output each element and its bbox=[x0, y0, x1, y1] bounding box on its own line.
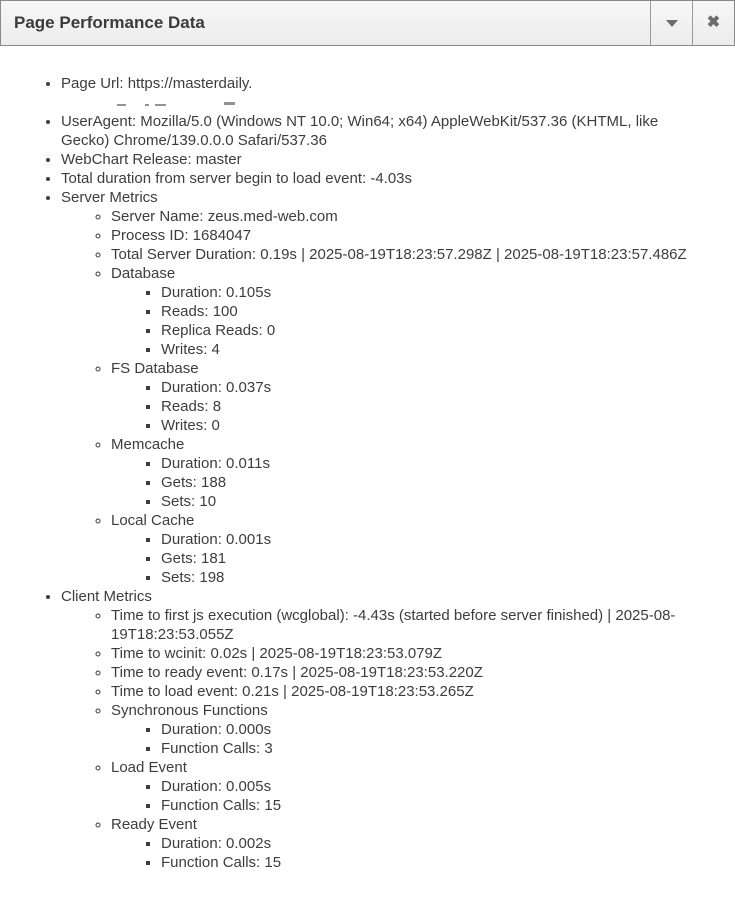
list-item bbox=[161, 739, 702, 758]
list-item bbox=[161, 834, 702, 853]
list-item-text: UserAgent: Mozilla/5.0 (Windows NT 10.0; Win64; x64) AppleWebKit/537.36 (KHTML, like Gecko) Chrome/139.0.0.0 Safari/537.36 bbox=[61, 113, 659, 149]
list-item bbox=[111, 701, 702, 758]
list-item bbox=[161, 302, 702, 321]
list-item bbox=[161, 568, 702, 587]
list-item bbox=[161, 777, 702, 796]
metrics-sublist bbox=[111, 530, 702, 587]
metrics-sublist bbox=[21, 74, 702, 872]
list-item bbox=[111, 435, 702, 511]
list-item-text: Duration: 0.001s bbox=[161, 531, 272, 548]
list-item-text: Process ID: 1684047 bbox=[111, 227, 252, 244]
list-item-text: Database bbox=[111, 265, 176, 282]
metrics-sublist bbox=[111, 777, 702, 815]
close-button[interactable] bbox=[692, 1, 734, 45]
metrics-sublist bbox=[111, 834, 702, 872]
list-item-text: Client Metrics bbox=[61, 588, 152, 605]
list-item-text: Memcache bbox=[111, 436, 185, 453]
list-item bbox=[61, 587, 702, 872]
list-item-text: Reads: 100 bbox=[161, 303, 238, 320]
list-item-text: Server Metrics bbox=[61, 189, 158, 206]
list-item bbox=[161, 321, 702, 340]
list-item-text: Local Cache bbox=[111, 512, 195, 529]
list-item-text: Gets: 188 bbox=[161, 474, 227, 491]
triangle-down-icon bbox=[666, 20, 678, 27]
list-item-text: Time to first js execution (wcglobal): -4.43s (started before server finished) | 2025-08-19T18:23:53.055Z bbox=[111, 607, 676, 643]
dialog-content bbox=[0, 46, 735, 882]
list-item bbox=[161, 473, 702, 492]
list-item-text: Writes: 4 bbox=[161, 341, 220, 358]
metrics-sublist bbox=[111, 283, 702, 359]
list-item-text: Time to ready event: 0.17s | 2025-08-19T18:23:53.220Z bbox=[111, 664, 483, 681]
metrics-sublist bbox=[111, 378, 702, 435]
list-item-text: Duration: 0.037s bbox=[161, 379, 272, 396]
list-item bbox=[161, 796, 702, 815]
list-item-text: Function Calls: 3 bbox=[161, 740, 273, 757]
list-item-text: Synchronous Functions bbox=[111, 702, 268, 719]
list-item bbox=[161, 530, 702, 549]
list-item-text: Duration: 0.000s bbox=[161, 721, 272, 738]
metrics-sublist bbox=[111, 720, 702, 758]
list-item-text: Function Calls: 15 bbox=[161, 854, 282, 871]
list-item-text: Replica Reads: 0 bbox=[161, 322, 276, 339]
list-item-text: Time to wcinit: 0.02s | 2025-08-19T18:23:53.079Z bbox=[111, 645, 443, 662]
list-item-text: Duration: 0.002s bbox=[161, 835, 272, 852]
performance-metrics-list bbox=[21, 74, 702, 872]
list-item bbox=[161, 492, 702, 511]
collapse-button[interactable] bbox=[650, 1, 692, 45]
list-item bbox=[111, 606, 702, 644]
list-item bbox=[111, 511, 702, 587]
list-item-text: WebChart Release: master bbox=[61, 151, 242, 168]
list-item bbox=[161, 283, 702, 302]
list-item bbox=[111, 815, 702, 872]
list-item bbox=[161, 416, 702, 435]
list-item bbox=[161, 397, 702, 416]
list-item bbox=[111, 359, 702, 435]
list-item-text: Duration: 0.005s bbox=[161, 778, 272, 795]
list-item bbox=[111, 663, 702, 682]
list-item bbox=[161, 549, 702, 568]
list-item-text: FS Database bbox=[111, 360, 199, 377]
list-item-text: Function Calls: 15 bbox=[161, 797, 282, 814]
dialog-title-bar bbox=[0, 0, 735, 46]
list-item bbox=[61, 112, 702, 150]
redacted-url-continuation bbox=[61, 93, 702, 112]
list-item bbox=[161, 454, 702, 473]
list-item-text: Server Name: zeus.med-web.com bbox=[111, 208, 338, 225]
close-icon: ✖ bbox=[706, 14, 721, 31]
list-item-text: Load Event bbox=[111, 759, 187, 776]
list-item bbox=[161, 378, 702, 397]
list-item bbox=[111, 226, 702, 245]
metrics-sublist bbox=[61, 207, 702, 587]
list-item-text: Page Url: https://masterdaily. bbox=[61, 75, 253, 92]
list-item bbox=[161, 853, 702, 872]
list-item-text: Total duration from server begin to load event: -4.03s bbox=[61, 170, 413, 187]
list-item-text: Total Server Duration: 0.19s | 2025-08-19T18:23:57.298Z | 2025-08-19T18:23:57.486Z bbox=[111, 246, 687, 263]
list-item bbox=[111, 758, 702, 815]
list-item bbox=[61, 74, 702, 112]
list-item-text: Duration: 0.011s bbox=[161, 455, 270, 472]
metrics-sublist bbox=[61, 606, 702, 872]
list-item bbox=[111, 245, 702, 264]
list-item bbox=[61, 169, 702, 188]
list-item-text: Writes: 0 bbox=[161, 417, 220, 434]
list-item-text: Reads: 8 bbox=[161, 398, 222, 415]
list-item-text: Sets: 198 bbox=[161, 569, 225, 586]
list-item bbox=[111, 264, 702, 359]
list-item-text: Time to load event: 0.21s | 2025-08-19T18:23:53.265Z bbox=[111, 683, 474, 700]
list-item-text: Sets: 10 bbox=[161, 493, 217, 510]
list-item bbox=[161, 340, 702, 359]
list-item bbox=[111, 644, 702, 663]
list-item bbox=[111, 207, 702, 226]
list-item-text: Duration: 0.105s bbox=[161, 284, 272, 301]
list-item bbox=[61, 188, 702, 587]
dialog-title: Page Performance Data bbox=[14, 13, 205, 32]
metrics-sublist bbox=[111, 454, 702, 511]
list-item bbox=[161, 720, 702, 739]
list-item-text: Ready Event bbox=[111, 816, 197, 833]
list-item bbox=[61, 150, 702, 169]
list-item bbox=[111, 682, 702, 701]
list-item-text: Gets: 181 bbox=[161, 550, 227, 567]
